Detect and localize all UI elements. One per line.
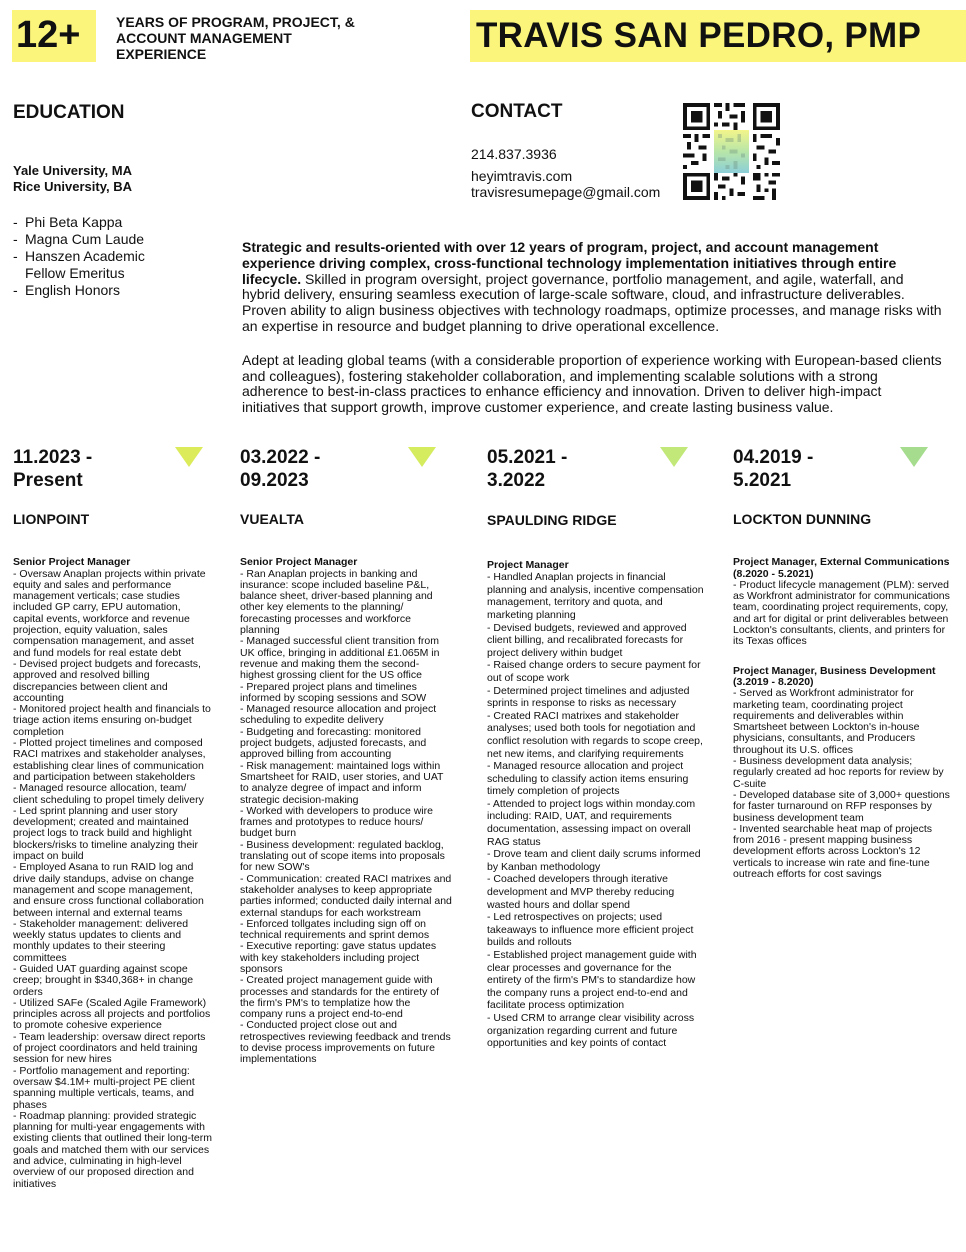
job-date-end: Present [13, 470, 83, 491]
job-date-end: 3.2022 [487, 470, 546, 491]
list-item: - Oversaw Anaplan projects within private equity and sales and performance management verticals; case studies included GP carry, EPU automation, capital events, workforce and revenue projection, equity valuation, sales compensation management, and asset and fund models for real estate debt [13, 567, 206, 659]
role-title: Senior Project Manager [240, 556, 358, 569]
job-date-start: 04.2019 - [733, 447, 814, 468]
contact-details [471, 146, 660, 200]
education-schools [13, 163, 132, 195]
summary-paragraph-2: Adept at leading global teams (with a considerable proportion of experience working with European-based clients and colleagues), fostering stakeholder collaboration, and implementing scalable solutions with a strong adherence to best-in-class practices to enhance efficiency and innovation. Driven to deliver high-impact initiatives that support growth, improve customer experience, and create lasting business value. [242, 351, 942, 416]
list-item: - Utilized SAFe (Scaled Agile Framework) principles across all projects and portfolios to promote cohesive experience [13, 996, 211, 1032]
list-item: - Handled Anaplan projects in financial planning and analysis, incentive compensation management, territory and quota, and marketing planning [487, 571, 704, 621]
job-company: LIONPOINT [13, 511, 90, 527]
list-item: - Determined project timelines and adjusted sprints in response to risks as necessary [487, 684, 690, 710]
list-item: - Conducted project close out and retrospectives reviewing feedback and trends to devise process improvements on future implementations [240, 1019, 451, 1066]
job-role [733, 557, 951, 647]
list-item: - Managed successful client transition from UK office, bringing in additional £1.065M in revenue and making them the second-highest grossing client for the US office [240, 635, 440, 682]
school-1: Yale University, MA [13, 163, 132, 178]
list-item: - Budgeting and forecasting: monitored project budgets, adjusted forecasts, and approved billing from accounting [240, 725, 427, 761]
summary-lead: Strategic and results-oriented with over 12 years of program, project, and account management experience driving complex, cross-functional technology implementation initiatives through entire lifecycle. [242, 239, 897, 287]
job-date-end: 09.2023 [240, 470, 309, 491]
list-item: - Managed resource allocation and project scheduling to expedite delivery [240, 703, 437, 727]
job-role [240, 557, 452, 1065]
job-company: SPAULDING RIDGE [487, 512, 617, 528]
role-bullets [487, 571, 705, 1050]
list-item: - Devised budgets, reviewed and approved client billing, and recalibrated forecasts for project delivery within budget [487, 621, 687, 659]
list-item: - Served as Workfront administrator for marketing team, coordinating project requirements and deliverables within Smartsheet between Lockton's in-house physicians, consultants, and Producers throughout its U.S. offices [733, 687, 920, 756]
role-title: Project Manager, Business Development [733, 664, 936, 677]
summary-paragraph-1 [242, 240, 942, 335]
list-item: - Business development data analysis; regularly created ad hoc reports for review by C-suite [733, 755, 944, 790]
list-item: - Created RACI matrixes and stakeholder analyses; used both tools for negotiation and conflict resolution with regards to scope creep, net new items, and clarifying requirements [487, 709, 703, 760]
job-company: LOCKTON DUNNING [733, 511, 872, 527]
list-item: - Invented searchable heat map of projects from 2016 - present mapping business development efforts across Lockton's 12 verticals to increase win rate and fine-tune outreach efforts for cost savings [733, 822, 933, 881]
role-bullets [733, 580, 951, 648]
years-caption: YEARS OF PROGRAM, PROJECT, & ACCOUNT MANAGEMENT EXPERIENCE [116, 14, 355, 62]
list-item: - Team leadership: oversaw direct reports of project coordinators and held training session for new hires [13, 1030, 206, 1066]
list-item: - Plotted project timelines and composed RACI matrixes and stakeholder analyses, establishing clear lines of communication and participation between stakeholders [13, 737, 206, 783]
list-item: - Business development: regulated backlog, translating out of scope items into proposals for new SOW's [240, 838, 445, 874]
honor-item: - Hanszen Academic Fellow Emeritus [13, 248, 183, 282]
professional-summary [242, 240, 942, 434]
role-bullets [240, 569, 452, 1066]
list-item: - Attended to project logs within monday.com including: RAID, UAT, and requirements documentation, assessing impact on overall RAG status [487, 797, 696, 848]
contact-email[interactable]: travisresumepage@gmail.com [471, 184, 661, 200]
list-item: - Coached developers through iterative development and MVP thereby reducing wasted hours and dollar spend [487, 873, 675, 911]
list-item: - Established project management guide with clear processes and governance for the entirety of the firm's PM's to standardize how the company runs a project end-to-end and facilitate process optimization [487, 949, 697, 1012]
contact-heading: CONTACT [471, 101, 563, 122]
job-role [487, 559, 705, 1050]
role-title: Senior Project Manager [13, 556, 131, 569]
list-item: - Employed Asana to run RAID log and drive daily standups, advise on change management and scope management, and ensure cross functional collaboration between internal and external teams [13, 861, 204, 919]
list-item: - Monitored project health and financials to triage action items ensuring on-budget completion [13, 703, 211, 738]
role-period: (3.2019 - 8.2020) [733, 675, 814, 688]
job-column-vuealta [240, 446, 452, 1066]
role-bullets [13, 569, 213, 1190]
candidate-name: TRAVIS SAN PEDRO, PMP [476, 16, 922, 55]
job-role [13, 557, 213, 1190]
job-date-start: 03.2022 - [240, 447, 321, 468]
job-date-start: 05.2021 - [487, 447, 568, 468]
job-company: VUEALTA [240, 511, 305, 527]
list-item: - Led sprint planning and user story development; created and maintained project logs to track build and highlight blockers/risks to timeline analyzing their impact on build [13, 804, 198, 863]
list-item: - Worked with developers to produce wire frames and prototypes to reduce hours/ budget burn [240, 804, 433, 840]
education-heading: EDUCATION [13, 102, 125, 123]
honor-item: - Phi Beta Kappa [13, 214, 183, 231]
list-item: - Communication: created RACI matrixes and stakeholder analyses to keep appropriate parties informed; conducted daily internal and external standups for each workstream [240, 872, 452, 919]
school-2: Rice University, BA [13, 179, 132, 194]
contact-website[interactable]: heyimtravis.com [471, 168, 573, 184]
job-column-lionpoint [13, 446, 213, 1190]
role-period: (8.2020 - 5.2021) [733, 567, 814, 580]
list-item: - Risk management: maintained logs within Smartsheet for RAID, user stories, and UAT to analyze degree of impact and inform strategic decision-making [240, 759, 444, 806]
list-item: - Raised change orders to secure payment for out of scope work [487, 659, 701, 684]
honor-item: - English Honors [13, 282, 183, 299]
list-item: - Executive reporting: gave status updates with key stakeholders including project sponsors [240, 940, 437, 975]
list-item: - Guided UAT guarding against scope creep; brought in $340,368+ in change orders [13, 962, 194, 998]
job-role [733, 666, 951, 881]
education-honors [13, 214, 183, 299]
honor-item: - Magna Cum Laude [13, 231, 183, 248]
qr-code-icon[interactable] [683, 103, 780, 200]
list-item: - Managed resource allocation, team/ client scheduling to propel timely delivery [13, 782, 204, 806]
job-date-end: 5.2021 [733, 470, 792, 491]
job-date-start: 11.2023 - [13, 447, 93, 468]
list-item: - Ran Anaplan projects in banking and insurance: scope included baseline P&L, balance sheet, driver-based planning and other key elements to the planning/ forecasting processes and workforce planning [240, 567, 433, 637]
list-item: - Created project management guide with processes and standards for the entirety of the firm's PM's to templatize how the company runs a project end-to-end [240, 974, 440, 1021]
list-item: - Used CRM to arrange clear visibility across organization regarding current and future opportunities and key points of contact [487, 1011, 695, 1050]
summary-body: Skilled in program oversight, project governance, portfolio management, and agile, waterfall, and hybrid delivery, ensuring seamless execution of large-scale software, cloud, and infrastructure deliverables. Proven ability to align business objectives with technology roadmaps, optimize processes, and manage risks with an expertise in resource and budget planning to drive operational excellence. [242, 270, 942, 334]
list-item: - Drove team and client daily scrums informed by Kanban methodology [487, 848, 701, 873]
list-item: - Roadmap planning: provided strategic planning for multi-year engagements with existing clients that outlined their long-term goals and matched them with our services and advice, culminating in high-level overview of our proposed direction and initiatives [13, 1109, 213, 1190]
contact-phone[interactable]: 214.837.3936 [471, 146, 557, 162]
list-item: - Stakeholder management: delivered weekly status updates to clients and monthly updates to their steering committees [13, 917, 189, 964]
role-title: Project Manager, External Communications [733, 556, 950, 569]
job-column-lockton-dunning [733, 446, 951, 880]
years-number: 12+ [16, 14, 81, 56]
list-item: - Prepared project plans and timelines informed by scoping sessions and SOW [240, 680, 427, 704]
role-title: Project Manager [487, 558, 569, 571]
list-item: - Led retrospectives on projects; used takeaways to influence more efficient project builds and rollouts [487, 911, 694, 949]
list-item: - Enforced tollgates including sign off on technical requirements and sprint demos [240, 917, 430, 942]
list-item: - Developed database site of 3,000+ questions for faster turnaround on RFP responses by business development team [733, 788, 950, 824]
list-item: - Product lifecycle management (PLM): served as Workfront administrator for communications team, coordinating project requirements, copy, and art for digital or print deliverables between Lockton's consultants, clients, and printers for its Texas offices [733, 578, 950, 648]
list-item: - Portfolio management and reporting: oversaw $4.1M+ multi-project PE client spanning multiple verticals, teams, and phases [13, 1064, 195, 1111]
list-item: - Managed resource allocation and project scheduling to classify action items ensuring timely completion of projects [487, 760, 689, 798]
job-column-spaulding-ridge [487, 446, 705, 1050]
list-item: - Devised project budgets and forecasts, approved and resolved billing discrepancies between client and accounting [13, 657, 201, 704]
role-bullets [733, 688, 951, 880]
